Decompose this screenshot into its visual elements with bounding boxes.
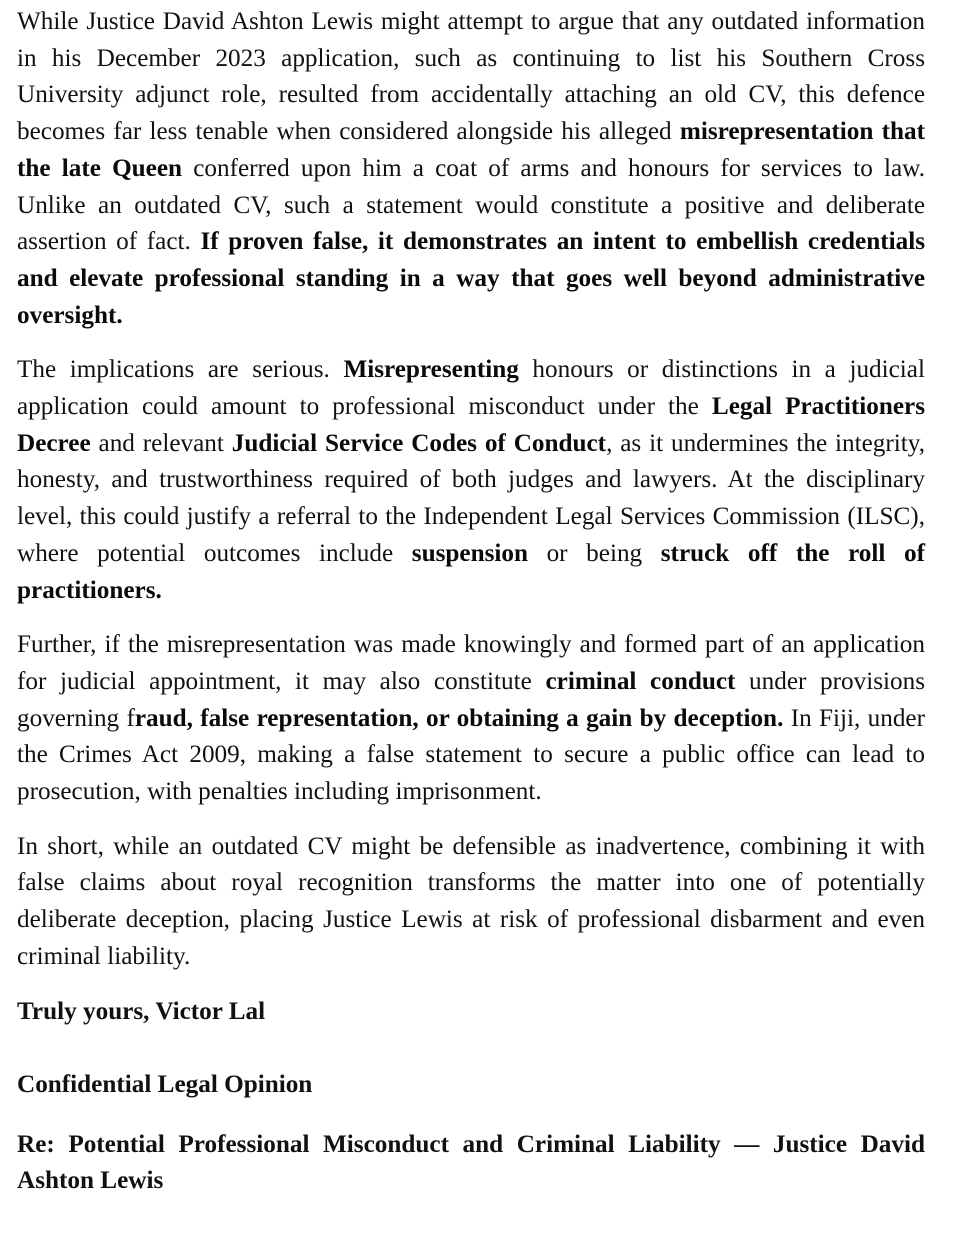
paragraph-criminal-conduct: [17, 627, 925, 811]
bold-text-span: raud, false representation, or obtaining a gain by deception.: [134, 704, 784, 732]
text-span: , as it undermines the integrity, honesty, and trustworthiness required of both judges and lawyers. At the disciplinary level, this could justify a referral to the Independent Legal Services Commission (ILSC), where potential outcomes include: [17, 429, 926, 567]
paragraph-conclusion: [17, 829, 925, 976]
paragraph-outdated-cv-defence: [17, 4, 925, 334]
bold-text-span: If proven false, it demonstrates an intent to embellish credentials and elevate professional standing in a way that goes well beyond administrative oversight.: [17, 228, 925, 329]
spacer: [17, 1103, 925, 1127]
text-span: In Fiji, under the Crimes Act 2009, making a false statement to secure a public office can lead to prosecution, with penalties including imprisonment.: [17, 704, 925, 806]
bold-text-span: misrepresentation that the late Queen: [17, 118, 925, 182]
bold-text-span: criminal conduct: [545, 667, 736, 695]
bold-text-span: suspension: [411, 539, 528, 567]
text-span: Further, if the misrepresentation was made knowingly and formed part of an application for judicial appointment, it may also constitute: [17, 631, 925, 695]
text-span: and relevant: [90, 429, 232, 457]
document-body: [17, 4, 925, 1200]
bold-text-span: Misrepresenting: [343, 356, 519, 384]
bold-text-span: struck off the roll of practitioners.: [17, 539, 925, 604]
text-span: conferred upon him a coat of arms and honours for services to law. Unlike an outdated CV, such a statement would constitute a positive and deliberate assertion of fact.: [17, 154, 926, 256]
text-span: In short, while an outdated CV might be defensible as inadvertence, combining it with false claims about royal recognition transforms the matter into one of potentially deliberate deception, placing Justice Lewis at risk of professional disbarment and even criminal liability.: [17, 832, 925, 970]
opinion-heading: Confidential Legal Opinion: [17, 1070, 313, 1098]
bold-text-span: Judicial Service Codes of Conduct: [231, 429, 607, 457]
text-span: or being: [527, 539, 661, 567]
bold-text-span: Legal Practitioners Decree: [17, 393, 925, 457]
text-span: While Justice David Ashton Lewis might attempt to argue that any outdated information in his December 2023 application, such as continuing to list his Southern Cross University adjunct role, resulted from accidentally attaching an old CV, this defence becomes far less tenable when considered alongside his alleged: [17, 8, 925, 146]
subject-re-line: Re: Potential Professional Misconduct and Criminal Liability — Justice David Ashton Lewis: [17, 1130, 925, 1195]
text-span: under provisions governing f: [17, 667, 926, 732]
text-span: The implications are serious.: [17, 356, 344, 384]
text-span: honours or distinctions in a judicial application could amount to professional misconduct under the: [17, 356, 925, 421]
spacer: [17, 1030, 925, 1067]
signature-closing: Truly yours, Victor Lal: [17, 997, 266, 1025]
paragraph-implications: [17, 352, 925, 609]
